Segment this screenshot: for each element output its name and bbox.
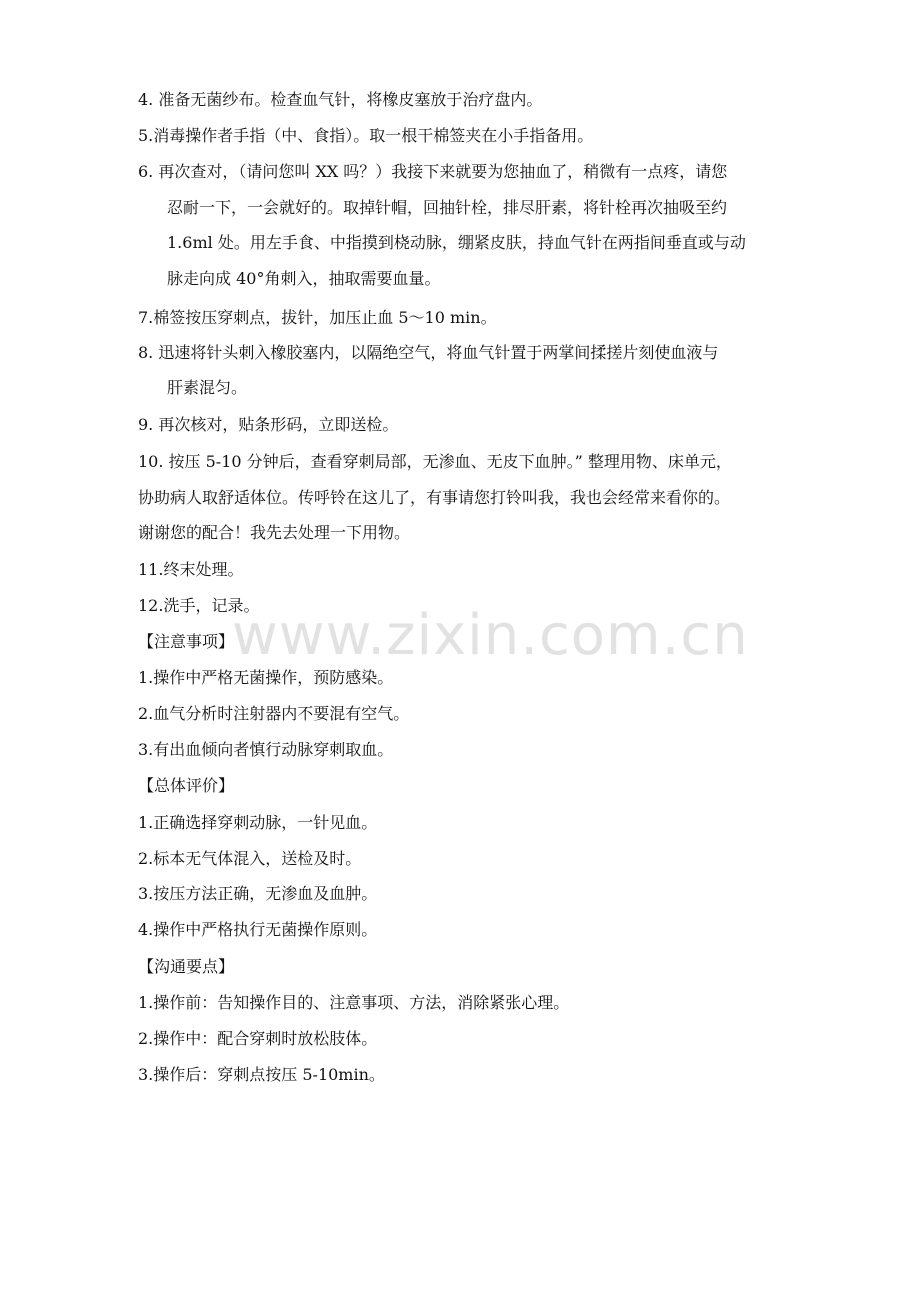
communication-item: 3.操作后：穿刺点按压 5-10min。	[138, 1065, 385, 1084]
step-6-line-2: 忍耐一下，一会就好的。取掉针帽，回抽针栓，排尽肝素，将针栓再次抽吸至约	[167, 198, 728, 217]
precaution-item: 1.操作中严格无菌操作，预防感染。	[138, 668, 394, 687]
step-6-line-1: 6. 再次查对，（请问您叫 XX 吗？）我接下来就要为您抽血了，稍微有一点疼，请您	[138, 162, 728, 181]
precaution-item: 2.血气分析时注射器内不要混有空气。	[138, 704, 410, 723]
step-5: 5.消毒操作者手指（中、食指）。取一根干棉签夹在小手指备用。	[138, 126, 594, 145]
step-4: 4. 准备无菌纱布。检查血气针，将橡皮塞放于治疗盘内。	[138, 90, 543, 109]
step-10-line-3: 谢谢您的配合！我先去处理一下用物。	[138, 523, 411, 542]
step-7: 7.棉签按压穿刺点，拔针，加压止血 5～10 min。	[138, 308, 497, 327]
precautions-heading: 【注意事项】	[138, 632, 235, 651]
step-11: 11.终末处理。	[138, 560, 244, 579]
communication-item: 1.操作前：告知操作目的、注意事项、方法，消除紧张心理。	[138, 993, 570, 1012]
step-8-line-2: 肝素混匀。	[167, 378, 248, 397]
step-8-line-1: 8. 迅速将针头刺入橡胶塞内，以隔绝空气，将血气针置于两掌间揉搓片刻使血液与	[138, 343, 719, 362]
communication-item: 2.操作中：配合穿刺时放松肢体。	[138, 1029, 378, 1048]
step-10-line-2: 协助病人取舒适体位。传呼铃在这儿了，有事请您打铃叫我，我也会经常来看你的。	[138, 488, 731, 507]
step-9: 9. 再次核对，贴条形码，立即送检。	[138, 415, 399, 434]
evaluation-heading: 【总体评价】	[138, 776, 235, 795]
evaluation-item: 1.正确选择穿刺动脉，一针见血。	[138, 813, 378, 832]
watermark-text: www.zixin.com.cn	[232, 603, 749, 668]
evaluation-item: 3.按压方法正确，无渗血及血肿。	[138, 884, 378, 903]
step-6-line-4: 脉走向成 40°角刺入，抽取需要血量。	[167, 269, 441, 288]
evaluation-item: 4.操作中严格执行无菌操作原则。	[138, 920, 378, 939]
precaution-item: 3.有出血倾向者慎行动脉穿刺取血。	[138, 740, 394, 759]
step-6-line-3: 1.6ml 处。用左手食、中指摸到桡动脉，绷紧皮肤，持血气针在两指间垂直或与动	[167, 233, 746, 252]
communication-heading: 【沟通要点】	[138, 957, 235, 976]
step-12: 12.洗手，记录。	[138, 596, 260, 615]
step-10-line-1: 10. 按压 5-10 分钟后，查看穿刺局部，无渗血、无皮下血肿。” 整理用物、床单元，	[138, 452, 732, 471]
evaluation-item: 2.标本无气体混入，送检及时。	[138, 849, 362, 868]
